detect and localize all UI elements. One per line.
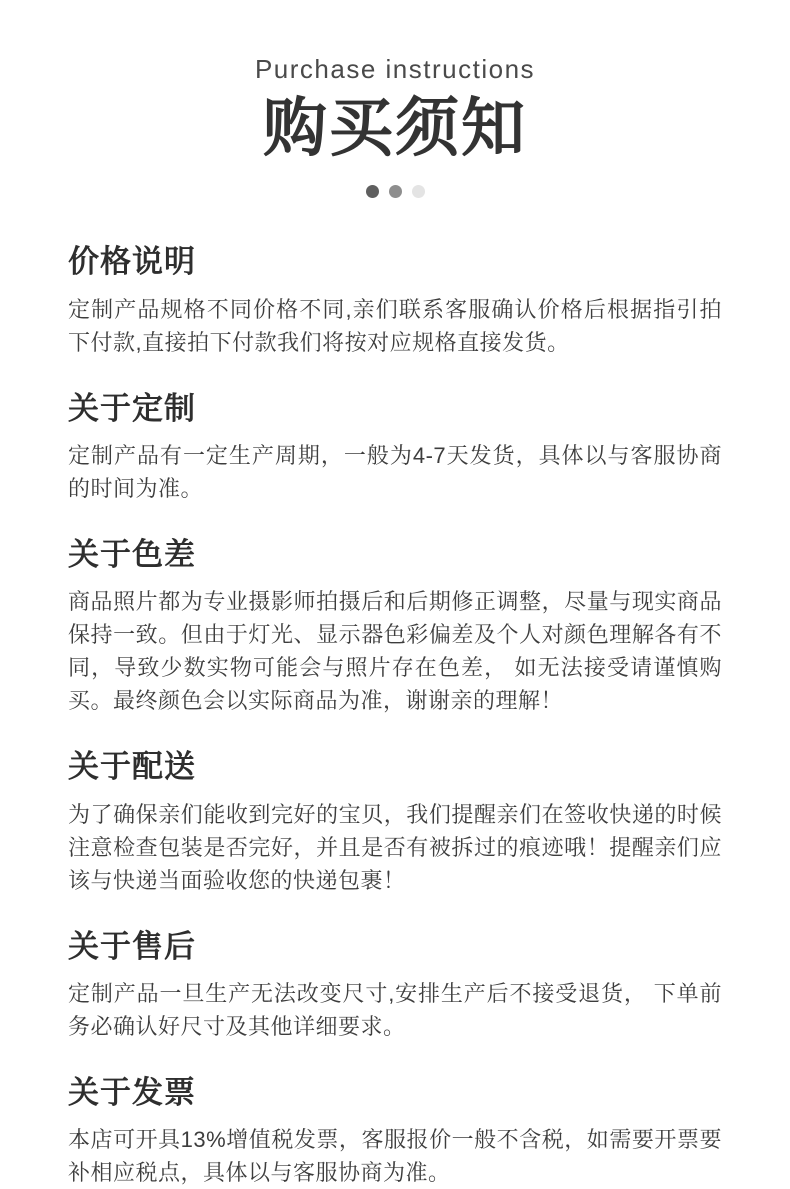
section-delivery-heading: 关于配送 bbox=[68, 749, 196, 785]
dot-light-icon bbox=[412, 185, 425, 198]
section-after-sales-body: 定制产品一旦生产无法改变尺寸,安排生产后不接受退货， 下单前务必确认好尺寸及其他详细要求。 bbox=[68, 980, 722, 1039]
section-customization-heading: 关于定制 bbox=[68, 390, 196, 426]
section-color-difference-heading: 关于色差 bbox=[68, 536, 196, 572]
section-delivery bbox=[68, 747, 722, 896]
section-price bbox=[68, 242, 722, 358]
page-title: 购买须知 bbox=[263, 92, 527, 164]
section-price-body: 定制产品规格不同价格不同,亲们联系客服确认价格后根据指引拍下付款,直接拍下付款我们将按对应规格直接发货。 bbox=[68, 296, 722, 355]
section-invoice bbox=[68, 1073, 722, 1189]
section-customization bbox=[68, 389, 722, 505]
decorative-dots bbox=[0, 185, 790, 198]
section-color-difference bbox=[68, 535, 722, 717]
section-price-heading: 价格说明 bbox=[68, 244, 196, 280]
section-after-sales bbox=[68, 927, 722, 1043]
section-color-difference-body: 商品照片都为专业摄影师拍摄后和后期修正调整，尽量与现实商品保持一致。但由于灯光、显示器色彩偏差及个人对颜色理解各有不同，导致少数实物可能会与照片存在色差， 如无法接受请谨慎购买。最终颜色会以实际商品为准，谢谢亲的理解！ bbox=[68, 589, 722, 714]
dot-medium-icon bbox=[389, 185, 402, 198]
section-customization-body: 定制产品有一定生产周期，一般为4-7天发货，具体以与客服协商的时间为准。 bbox=[68, 442, 722, 501]
section-invoice-body: 本店可开具13%增值税发票，客服报价一般不含税，如需要开票要补相应税点，具体以与客服协商为准。 bbox=[68, 1127, 722, 1186]
page-header bbox=[0, 0, 790, 198]
section-after-sales-heading: 关于售后 bbox=[68, 928, 196, 964]
sections-container bbox=[0, 198, 790, 1189]
section-invoice-heading: 关于发票 bbox=[68, 1074, 196, 1110]
dot-dark-icon bbox=[366, 185, 379, 198]
section-delivery-body: 为了确保亲们能收到完好的宝贝，我们提醒亲们在签收快递的时候注意检查包装是否完好，并且是否有被拆过的痕迹哦！提醒亲们应该与快递当面验收您的快递包裹！ bbox=[68, 801, 722, 893]
page-subtitle-en: Purchase instructions bbox=[254, 54, 536, 84]
